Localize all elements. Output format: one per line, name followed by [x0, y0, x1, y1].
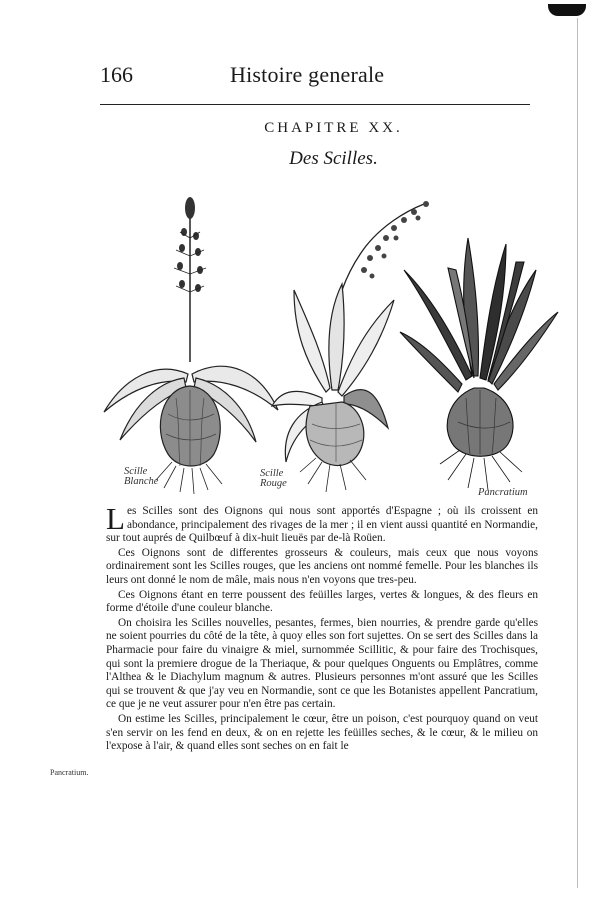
caption-line: Pancratium — [478, 487, 528, 498]
chapter-heading: CHAPITRE XX. — [264, 120, 403, 136]
paragraph-4: On choisira les Scilles nouvelles, pesantes, fermes, bien nourries, & prendre garde qu'elles ne soient pourries du côté de la tête, à quoy elles son fort sujettes. On se sert des Scilles dans la Pharmacie pour faire du vinaigre & miel, surnommée Scillitic, & pour faire des Trochisques, qui sont la premiere drogue de la Theriaque, & pour quelques Onguents ou Emplâtres, comme l'Althea & le Diachylum magnum & autres. Plusieurs personnes m'ont assuré que les Scilles qui se trouvent & que j'ay veu en Normandie, sont ce que les Botanistes appellent Pancratium, ce que je ne veut assurer pour n'en être pas certain. — [106, 616, 538, 711]
caption-scille-blanche — [124, 467, 158, 487]
caption-line: Rouge — [260, 478, 287, 489]
scan-corner-mark — [548, 4, 586, 16]
plant-pancratium — [400, 238, 558, 490]
paragraph-3: Ces Oignons étant en terre poussent des feüilles larges, vertes & longues, & des fleurs en forme d'étoile d'une couleur blanche. — [106, 588, 538, 615]
paragraph-2: Ces Oignons sont de differentes grosseurs & couleurs, mais ceux que nous voyons ordinairement sont les Scilles rouges, que les anciens ont nommé femelle. Pour les blanches ils leurs ont donné le nom de mâle, mais nous n'en voyons que tres-peu. — [106, 546, 538, 586]
drop-cap: L — [106, 501, 125, 536]
margin-note: Pancratium. — [50, 768, 89, 777]
caption-scille-rouge — [260, 469, 287, 489]
paragraph-1 — [106, 501, 538, 546]
chapter-title: Des Scilles. — [289, 148, 378, 169]
caption-line: Scille — [124, 466, 148, 477]
caption-pancratium — [478, 488, 528, 498]
running-title: Histoire generale — [230, 62, 385, 87]
page-number: 166 — [100, 62, 133, 87]
paragraph-5: On estime les Scilles, principalement le cœur, être un poison, c'est pourquoy quand on veut s'en servir on les fend en deux, & on en rejette les feüilles seches, & le cœur, & le milieu on l'expose à l'air, & quand elles sont seches on en fait le — [106, 712, 538, 753]
header-rule — [100, 104, 530, 105]
running-header — [100, 62, 530, 92]
body-text — [106, 501, 538, 755]
paragraph-text: es Scilles sont des Oignons qui nous sont apportés d'Espagne ; où ils croissent en abondance, principalement des rivages de la mer ; il en vient aussi quantité en Normandie, sur tout auprés de Quilbœuf à dix-huit lieuës par de-là Roüen. — [106, 505, 538, 545]
caption-line: Blanche — [124, 476, 159, 487]
plant-scille-blanche — [104, 197, 278, 494]
plant-scille-rouge — [272, 201, 429, 492]
caption-line: Scille — [260, 468, 284, 479]
botanical-illustration — [96, 192, 566, 504]
